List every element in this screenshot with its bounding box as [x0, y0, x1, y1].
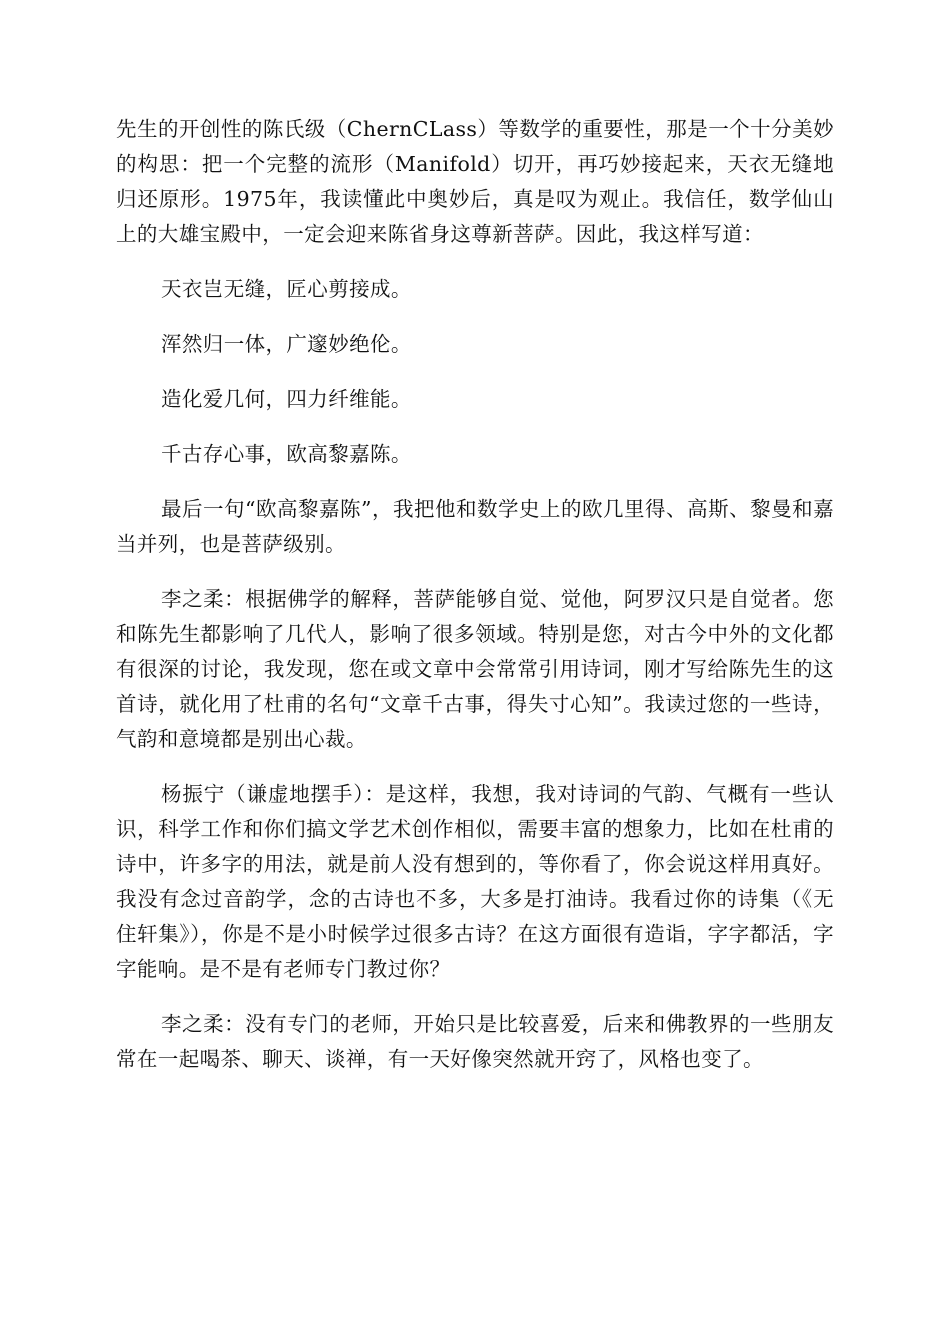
poem-block [116, 272, 834, 472]
paragraph-opening: 先生的开创性的陈氏级（ChernCLass）等数学的重要性，那是一个十分美妙的构思：把一个完整的流形（Manifold）切开，再巧妙接起来，天衣无缝地归还原形。1975年，我读懂此中奥妙后，真是叹为观止。我信任，数学仙山上的大雄宝殿中，一定会迎来陈省身这尊新菩萨。因此，我这样写道： [116, 117, 834, 246]
paragraph-li-zhirou-1: 李之柔：根据佛学的解释，菩萨能够自觉、觉他，阿罗汉只是自觉者。您和陈先生都影响了几代人，影响了很多领域。特别是您，对古今中外的文化都有很深的讨论，我发现，您在或文章中会常常引用诗词，刚才写给陈先生的这首诗，就化用了杜甫的名句“文章千古事，得失寸心知”。我读过您的一些诗，气韵和意境都是别出心裁。 [116, 587, 834, 751]
poem-line-3: 造化爱几何，四力纤维能。 [161, 387, 412, 411]
paragraph-yang-zhenning: 杨振宁（谦虚地摆手）：是这样，我想，我对诗词的气韵、气概有一些认识，科学工作和你们搞文学艺术创作相似，需要丰富的想象力，比如在杜甫的诗中，许多字的用法，就是前人没有想到的，等你看了，你会说这样用真好。我没有念过音韵学，念的古诗也不多，大多是打油诗。我看过你的诗集（《无住轩集》），你是不是小时候学过很多古诗？在这方面很有造诣，字字都活，字字能响。是不是有老师专门教过你？ [116, 782, 834, 981]
paragraph-last-line-comment: 最后一句“欧高黎嘉陈”，我把他和数学史上的欧几里得、高斯、黎曼和嘉当并列，也是菩萨级别。 [116, 497, 834, 556]
paragraph-li-zhirou-2: 李之柔：没有专门的老师，开始只是比较喜爱，后来和佛教界的一些朋友常在一起喝茶、聊天、谈禅，有一天好像突然就开窍了，风格也变了。 [116, 1012, 834, 1071]
document-page [116, 112, 834, 1097]
poem-line-4: 千古存心事，欧高黎嘉陈。 [161, 442, 412, 466]
poem-line-1: 天衣岂无缝，匠心剪接成。 [161, 277, 412, 301]
poem-line-2: 浑然归一体，广邃妙绝伦。 [161, 332, 412, 356]
